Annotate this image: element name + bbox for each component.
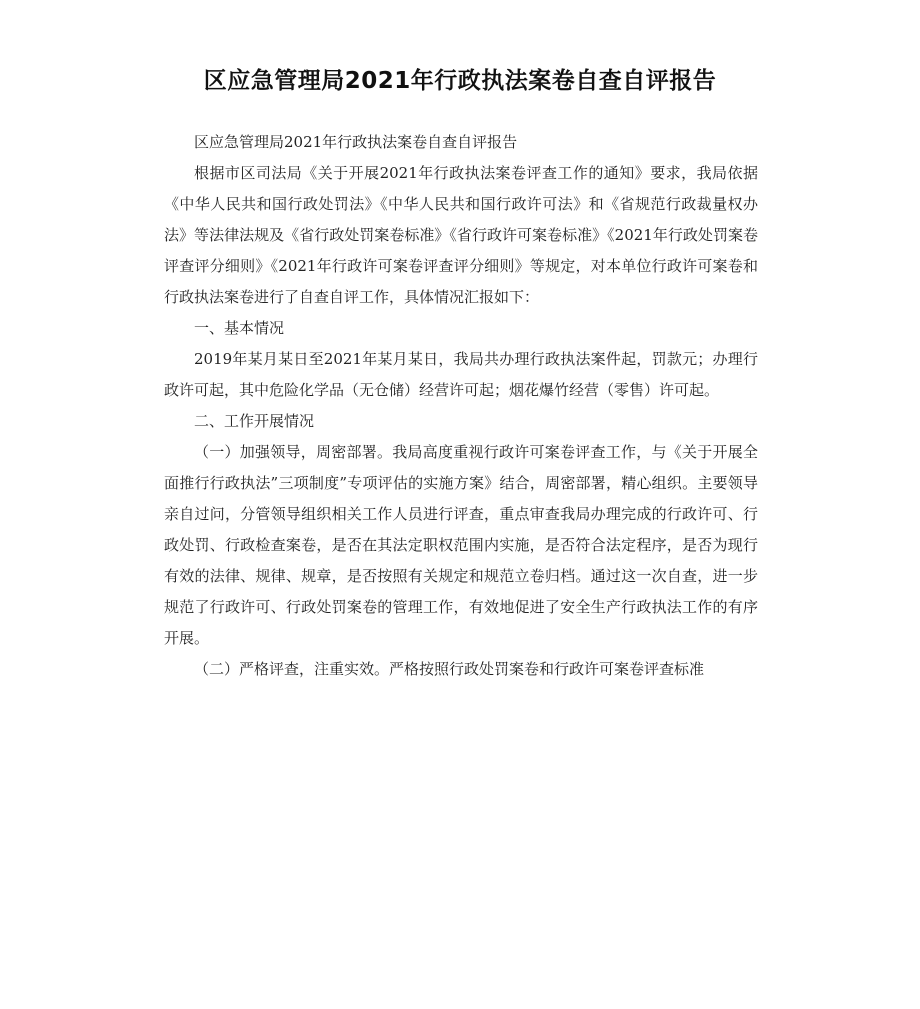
work-progress-paragraph-1: （一）加强领导，周密部署。我局高度重视行政许可案卷评查工作，与《关于开展全面推行行政执法”三项制度”专项评估的实施方案》结合，周密部署，精心组织。主要领导亲自过问，分管领导组织相关工作人员进行评查，重点审查我局办理完成的行政许可、行政处罚、行政检查案卷，是否在其法定职权范围内实施，是否符合法定程序，是否为现行有效的法律、规律、规章，是否按照有关规定和规范立卷归档。通过这一次自查，进一步规范了行政许可、行政处罚案卷的管理工作，有效地促进了安全生产行政执法工作的有序开展。 xyxy=(164,443,758,647)
subtitle-paragraph: 区应急管理局2021年行政执法案卷自查自评报告 xyxy=(194,133,518,151)
basic-situation-paragraph: 2019年某月某日至2021年某月某日，我局共办理行政执法案件起，罚款元；办理行政许可起，其中危险化学品（无仓储）经营许可起；烟花爆竹经营（零售）许可起。 xyxy=(164,350,758,399)
work-progress-paragraph-2: （二）严格评查，注重实效。严格按照行政处罚案卷和行政许可案卷评查标准 xyxy=(194,660,705,678)
section-heading-basic-situation: 一、基本情况 xyxy=(194,319,285,337)
intro-paragraph: 根据市区司法局《关于开展2021年行政执法案卷评查工作的通知》要求，我局依据《中华人民共和国行政处罚法》《中华人民共和国行政许可法》和《省规范行政裁量权办法》等法律法规及《省行政处罚案卷标准》《省行政许可案卷标准》《2021年行政处罚案卷评查评分细则》《2021年行政许可案卷评查评分细则》等规定，对本单位行政许可案卷和行政执法案卷进行了自查自评工作，具体情况汇报如下： xyxy=(164,164,758,306)
document-body xyxy=(164,127,758,685)
section-heading-work-progress: 二、工作开展情况 xyxy=(194,412,315,430)
document-title: 区应急管理局2021年行政执法案卷自查自评报告 xyxy=(203,68,717,94)
